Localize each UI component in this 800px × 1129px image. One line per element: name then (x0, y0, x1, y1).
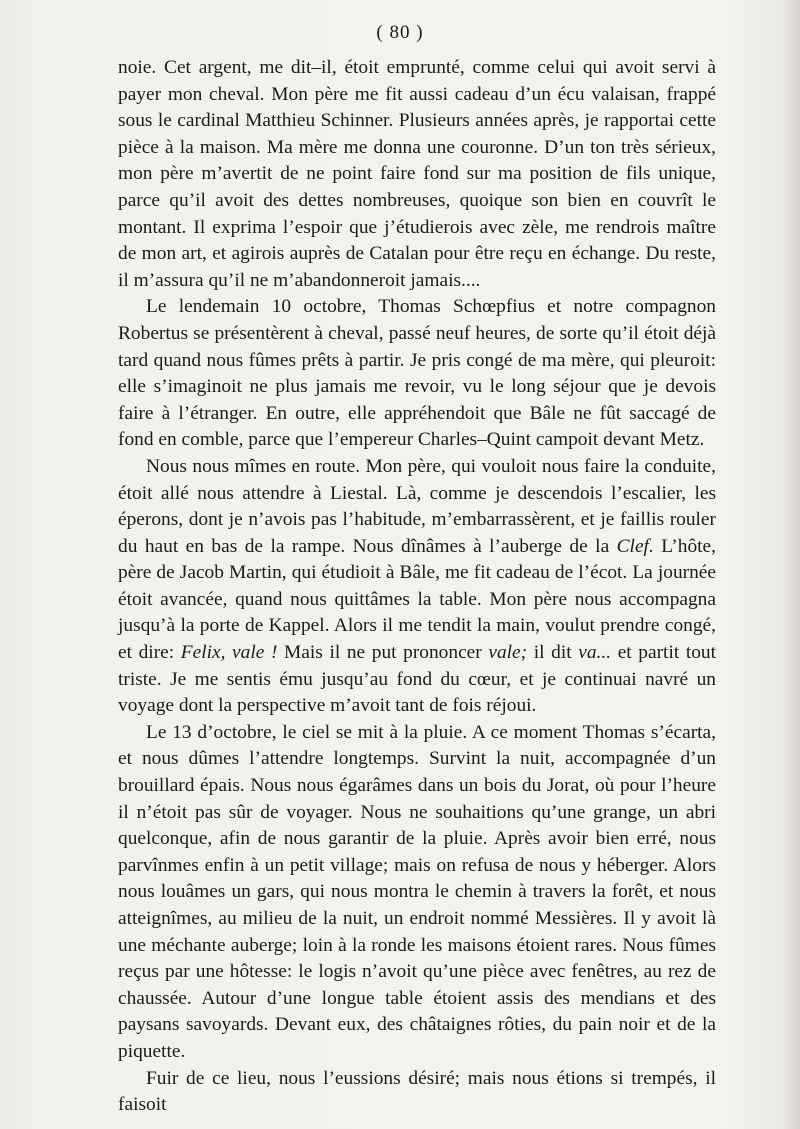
paragraph-3-part-5: et partit tout triste. Je me sentis ému jusqu’au fond du cœur, et je continuai navré un voyage dont la perspective m’avoit tant de fois réjoui. (118, 642, 716, 717)
paragraph-3 (118, 454, 716, 720)
paragraph-2: Le lendemain 10 octobre, Thomas Schœpfius et notre compagnon Robertus se présentèrent à cheval, passé neuf heures, de sorte qu’il étoit déjà tard quand nous fûmes prêts à partir. Je pris congé de ma mère, qui pleuroit: elle s’imaginoit ne plus jamais me revoir, vu le long séjour que je devois faire à l’étranger. En outre, elle appréhendoit que Bâle ne fût saccagé de fond en comble, parce que l’empereur Charles–Quint campoit devant Metz. (118, 296, 716, 451)
page-edge-shadow (782, 0, 800, 1129)
body-text (118, 55, 716, 1119)
paragraph-1: noie. Cet argent, me dit–il, étoit emprunté, comme celui qui avoit servi à payer mon cheval. Mon père me fit aussi cadeau d’un écu valaisan, frappé sous le cardinal Matthieu Schinner. Plusieurs années après, je rapportai cette pièce à la maison. Ma mère me donna une couronne. D’un ton très sérieux, mon père m’avertit de ne point faire fond sur ma position de fils unique, parce qu’il avoit des dettes nombreuses, quoique son bien en couvrît le montant. Il exprima l’espoir que j’étudierois avec zèle, me rendrois maître de mon art, et agirois auprès de Catalan pour être reçu en échange. Du reste, il m’assura qu’il ne m’abandonneroit jamais.... (118, 57, 716, 291)
italic-felix-vale: Felix, vale ! (180, 642, 278, 664)
page-number: ( 80 ) (376, 22, 424, 43)
paragraph-4: Le 13 d’octobre, le ciel se mit à la pluie. A ce moment Thomas s’écarta, et nous dûmes l’attendre longtemps. Survint la nuit, accompagnée d’un brouillard épais. Nous nous égarâmes dans un bois du Jorat, où pour l’heure il n’étoit pas sûr de voyager. Nous ne souhaitions qu’une grange, un abri quelconque, afin de nous garantir de la pluie. Après avoir bien erré, nous parvînmes enfin à un petit village; mais on refusa de nous y héberger. Alors nous louâmes un gars, qui nous montra le chemin à travers la forêt, et nous atteignîmes, au milieu de la nuit, un endroit nommé Messières. Il y avoit là une méchante auberge; loin à la ronde les maisons étoient rares. Nous fûmes reçus par une hôtesse: le logis n’avoit qu’une pièce avec fenêtres, au rez de chaussée. Autour d’une longue table étoient assis des mendians et des paysans savoyards. Devant eux, des châtaignes rôties, du pain noir et de la piquette. (118, 721, 716, 1062)
paragraph-3-part-2: L’hôte, père de Jacob Martin, qui étudioit à Bâle, me fit cadeau de l’écot. La journée étoit avancée, quand nous quittâmes la table. Mon père nous accompagna jusqu’à la porte de Kappel. Alors il me tendit la main, voulut prendre congé, et dire: (118, 535, 716, 664)
paragraph-3-part-1: Nous nous mîmes en route. Mon père, qui vouloit nous faire la conduite, étoit allé nous attendre à Liestal. Là, comme je descendois l’escalier, les éperons, dont je n’avois pas l’habitude, m’embarrassèrent, et je faillis rouler du haut en bas de la rampe. Nous dînâmes à l’auberge de la (118, 455, 716, 557)
paragraph-3-part-3: Mais il ne put prononcer (277, 642, 489, 664)
italic-clef: Clef. (616, 535, 654, 557)
italic-va: va... (578, 642, 612, 664)
paragraph-5: Fuir de ce lieu, nous l’eussions désiré; mais nous étions si trempés, il faisoit (118, 1067, 716, 1116)
italic-vale: vale; (488, 642, 528, 664)
paragraph-3-part-4: il dit (527, 642, 579, 664)
